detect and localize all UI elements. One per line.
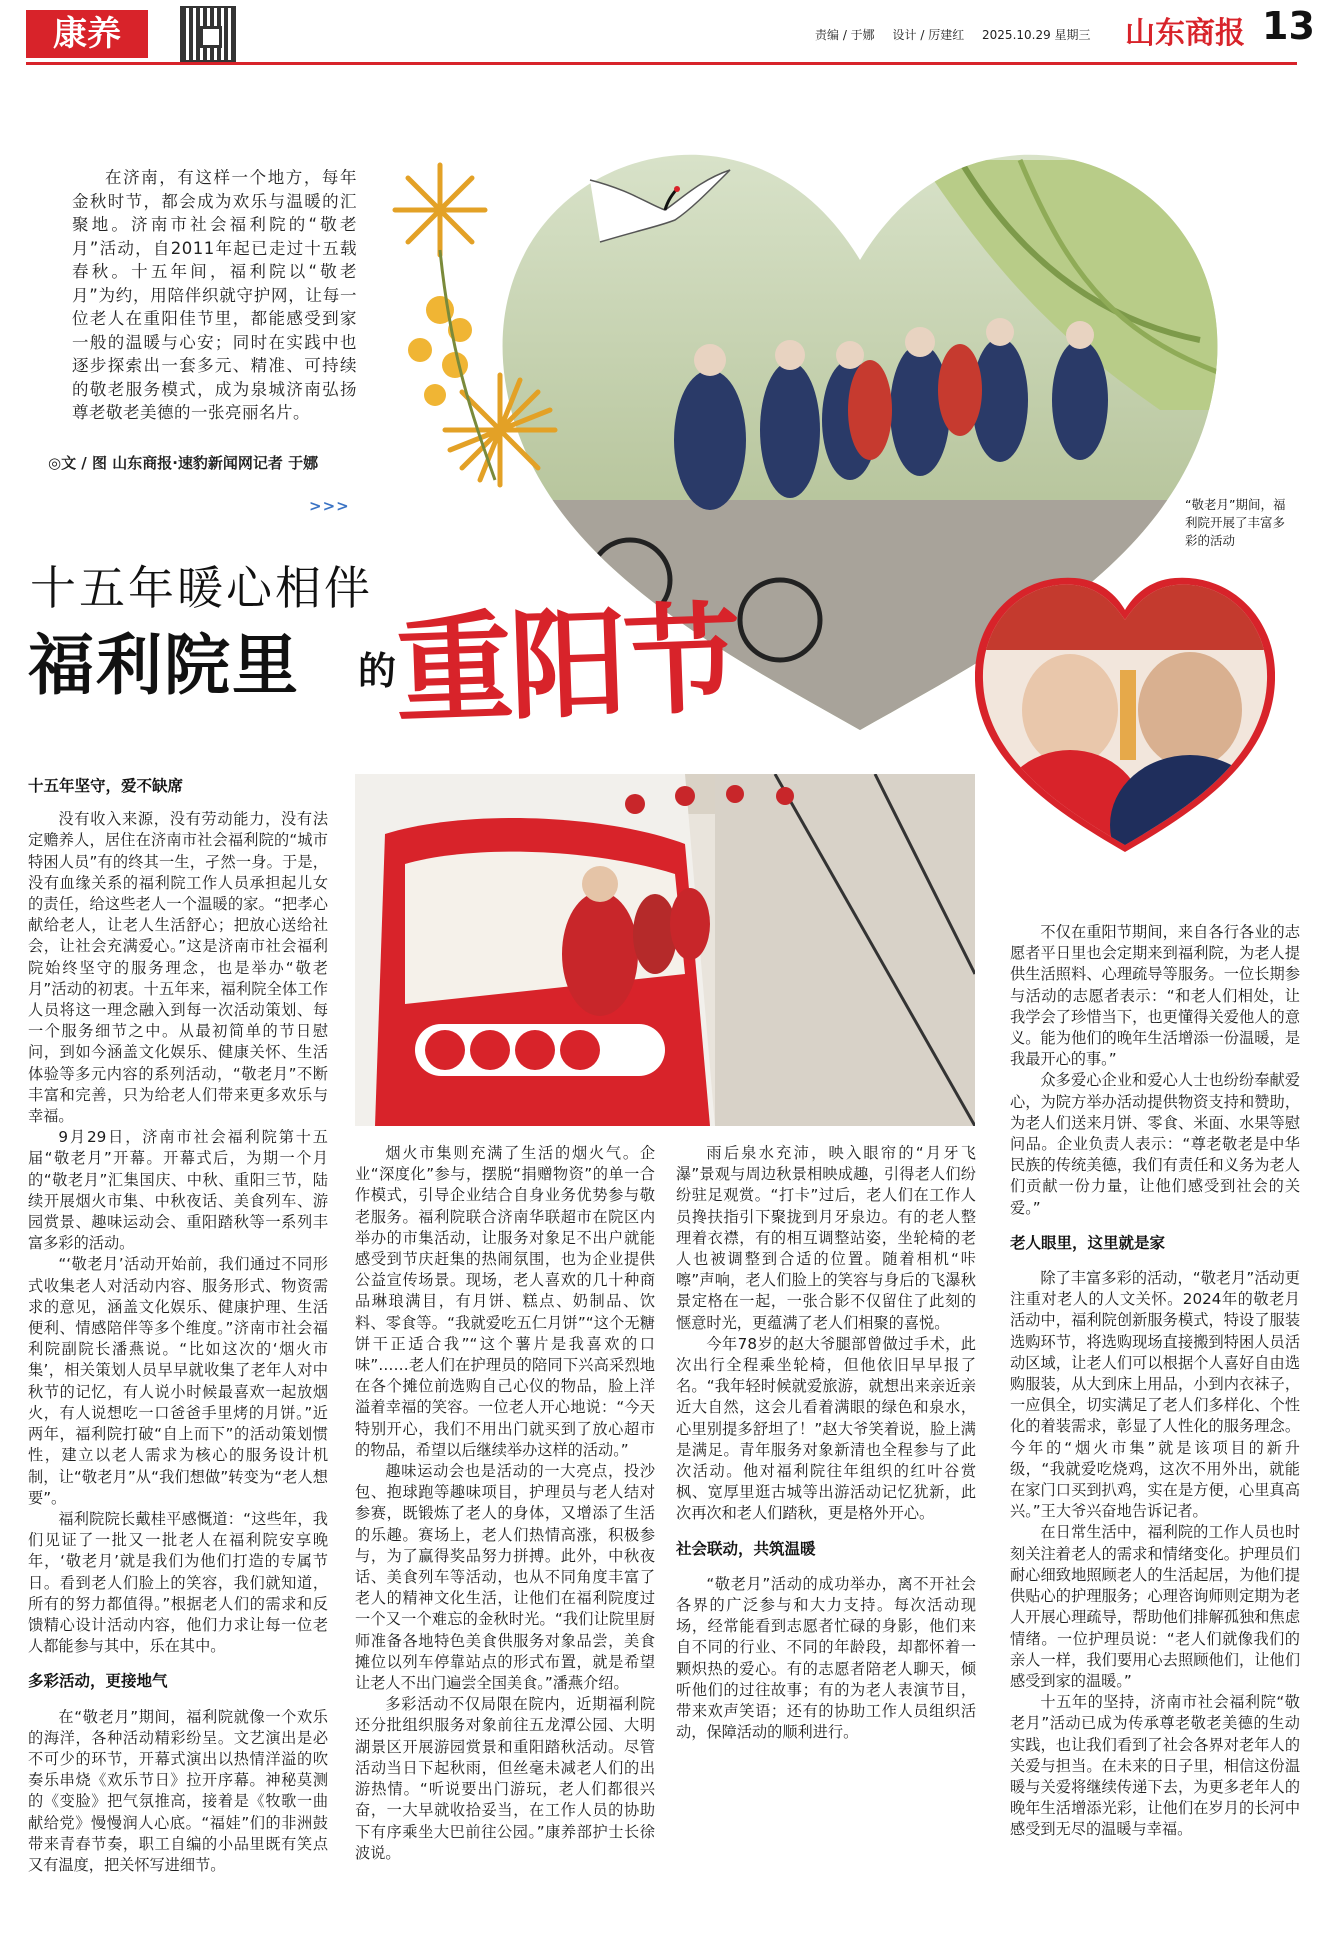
article-column-2 [355,1143,655,1864]
article-paragraph: 多彩活动不仅局限在院内，近期福利院还分批组织服务对象前往五龙潭公园、大明湖景区开展游园赏景和重阳踏秋活动。尽管活动当日下起秋雨，但丝毫未减老人们的出游热情。“听说要出门游玩，老人们都很兴奋，一大早就收拾妥当，在工作人员的协助下有序乘坐大巴前往公园。”康养部护士长徐波说。 [355,1695,655,1862]
article-paragraph: 十五年的坚持，济南市社会福利院“敬老月”活动已成为传承尊老敬老美德的生动实践，也让我们看到了社会各界对老年人的关爱与担当。在未来的日子里，相信这份温暖与关爱将继续传递下去，为更多老年人的晚年生活增添光彩，让他们在岁月的长河中感受到无尽的温暖与幸福。 [1010,1693,1300,1839]
article-paragraph: 福利院院长戴桂平感慨道：“这些年，我们见证了一批又一批老人在福利院安享晚年，‘敬老月’就是我们为他们打造的专属节日。看到老人们脸上的笑容，我们就知道，所有的努力都值得。”根据老人们的需求和反馈精心设计活动内容，他们力求让每一位老人都能参与其中，乐在其中。 [28,1509,328,1656]
photo-food-train [355,774,975,1126]
article-paragraph: 趣味运动会也是活动的一大亮点，投沙包、抱球跑等趣味项目，护理员与老人结对参赛，既锻炼了老人的身体，又增添了生活的乐趣。赛场上，老人们热情高涨，积极参与，为了赢得奖品努力拼搏。此外，中秋夜话、美食列车等活动，也从不同角度丰富了老人的精神文化生活，让他们在福利院度过一个又一个难忘的金秋时光。“我们让院里厨师准备各地特色美食供服务对象品尝，美食摊位以列车停靠站点的形式布置，就是希望让老人不出门遍尝全国美食。”潘燕介绍。 [355,1462,655,1693]
article-paragraph: 没有收入来源，没有劳动能力，没有法定赡养人，居住在济南市社会福利院的“城市特困人员”有的终其一生，孑然一身。于是，没有血缘关系的福利院工作人员承担起儿女的责任，给这些老人一个温暖的家。“把孝心献给老人，让老人生活舒心；把放心送给社会，让社会充满爱心。”这是济南市社会福利院始终坚守的服务理念，也是举办“敬老月”活动的初衷。十五年来，福利院全体工作人员将这一理念融入到每一次活动策划、每一个服务细节之中。从最初简单的节日慰问，到如今涵盖文化娱乐、健康关怀、生活体验等多元内容的系列活动，“敬老月”不断丰富和完善，只为给老人们带来更多欢乐与幸福。 [28,810,328,1126]
issue-date: 2025.10.29 星期三 [982,28,1091,42]
article-paragraph: 在“敬老月”期间，福利院就像一个欢乐的海洋，各种活动精彩纷呈。文艺演出是必不可少的环节，开幕式演出以热情洋溢的吹奏乐串烧《欢乐节日》拉开序幕。神秘莫测的《变脸》把气氛推高，接着是《牧歌一曲献给党》慢慢润人心底。“福娃”们的非洲鼓带来青春节奏，职工自编的小品里既有笑点又有温度，把关怀写进细节。 [28,1707,328,1874]
arrow-decoration: >>> [309,497,350,515]
header-divider [26,62,1297,65]
section-tab: 康养 [26,10,148,58]
newspaper-brand: 山东商报 [1125,16,1245,51]
headline-line-2: 福利院里 [28,626,300,704]
section-heading: 多彩活动，更接地气 [28,1672,168,1691]
article-column-4 [1010,922,1300,1841]
article-column-3 [676,1143,976,1743]
article-column-1 [28,776,328,1876]
photo-caption: “敬老月”期间，福利院开展了丰富多彩的活动 [1185,497,1286,548]
article-paragraph: 雨后泉水充沛，映入眼帘的“月牙飞瀑”景观与周边秋景相映成趣，引得老人们纷纷驻足观赏。“打卡”过后，老人们在工作人员搀扶指引下聚拢到月牙泉边。有的老人整理着衣襟，有的相互调整站姿，坐轮椅的老人也被调整到合适的位置。随着相机“咔嚓”声响，老人们脸上的笑容与身后的飞瀑秋景定格在一起，一张合影不仅留住了此刻的惬意时光，更蕴满了老人们相聚的喜悦。 [676,1144,976,1332]
crane-icon [580,160,740,250]
article-paragraph: 除了丰富多彩的活动，“敬老月”活动更注重对老人的人文关怀。2024年的敬老月活动中，福利院创新服务模式，特设了服装选购环节，将选购现场直接搬到特困人员活动区域，让老人们可以根据个人喜好自由选购服装，从大到床上用品，小到内衣袜子，一应俱全，切实满足了老人们多样化、个性化的着装需求，彰显了人性化的服务理念。今年的“烟火市集”就是该项目的新升级，“我就爱吃烧鸡，这次不用外出，就能在家门口买到扒鸡，实在是方便，心里真高兴。”王大爷兴奋地告诉记者。 [1010,1269,1300,1521]
headline-line-1: 十五年暖心相伴 [30,561,373,615]
article-paragraph: 今年78岁的赵大爷腿部曾做过手术，此次出行全程乘坐轮椅，但他依旧早早报了名。“我年轻时候就爱旅游，就想出来亲近亲近大自然，这会儿看着满眼的绿色和泉水，心里别提多舒坦了！”赵大爷笑着说，脸上满是满足。青年服务对象新清也全程参与了此次活动。他对福利院往年组织的红叶谷赏枫、宽厚里逛古城等出游活动记忆犹新，此次再次和老人们踏秋，更是格外开心。 [676,1334,976,1523]
page-number: 13 [1262,4,1315,48]
designer-credit: 设计 / 厉建红 [892,28,965,42]
chrysanthemum-icon [380,150,580,570]
heart-photo-elders [975,560,1275,860]
article-paragraph: “敬老月”活动的成功举办，离不开社会各界的广泛参与和大力支持。每次活动现场，经常能看到志愿者忙碌的身影，他们来自不同的行业、不同的年龄段，却都怀着一颗炽热的爱心。有的志愿者陪老人聊天，倾听他们的过往故事；有的为老人表演节目，带来欢声笑语；还有的协助工作人员组织活动，保障活动的顺利进行。 [676,1574,976,1742]
article-paragraph: 在日常生活中，福利院的工作人员也时刻关注着老人的需求和情绪变化。护理员们耐心细致地照顾老人的生活起居，为他们提供贴心的护理服务；心理咨询师则定期为老人开展心理疏导，帮助他们排解孤独和焦虑情绪。一位护理员说：“老人们就像我们的亲人一样，我们要用心去照顾他们，让他们感受到家的温暖。” [1010,1523,1300,1690]
article-paragraph: 不仅在重阳节期间，来自各行各业的志愿者平日里也会定期来到福利院，为老人提供生活照料、心理疏导等服务。一位长期参与活动的志愿者表示：“和老人们相处，让我学会了珍惜当下，也更懂得关爱他人的意义。能为他们的晚年生活增添一份温暖，是我最开心的事。” [1010,923,1300,1069]
section-heading: 老人眼里，这里就是家 [1010,1233,1166,1252]
article-paragraph: 烟火市集则充满了生活的烟火气。企业“深度化”参与，摆脱“捐赠物资”的单一合作模式，引导企业结合自身业务优势参与敬老服务。福利院联合济南华联超市在院区内举办的市集活动，让服务对象足不出户就能感受到节庆赶集的热闹氛围，也为企业提供公益宣传场景。现场，老人喜欢的几十种商品琳琅满目，有月饼、糕点、奶制品、饮料、零食等。“我就爱吃五仁月饼”“这个无糖饼干正适合我”“这个薯片是我喜欢的口味”……老人们在护理员的陪同下兴高采烈地在各个摊位前选购自己心仪的物品，脸上洋溢着幸福的笑容。一位老人开心地说：“今天特别开心，我们不用出门就买到了放心超市的物品，希望以后继续举办这样的活动。” [355,1144,655,1459]
qr-code-icon[interactable] [180,6,236,62]
headline-particle: 的 [358,648,397,693]
intro-paragraph: 在济南，有这样一个地方，每年金秋时节，都会成为欢乐与温暖的汇聚地。济南市社会福利院的“敬老月”活动，自2011年起已走过十五载春秋。十五年间，福利院以“敬老月”为约，用陪伴织就守护网，让每一位老人在重阳佳节里，都能感受到家一般的温暖与心安；同时在实践中也逐步探索出一套多元、精准、可持续的敬老服务模式，成为泉城济南弘扬尊老敬老美德的一张亮丽名片。 [72,168,357,422]
editor-credit: 责编 / 于娜 [815,28,875,42]
headline-emphasis: 重阳节 [393,589,740,740]
header-meta [815,26,1105,43]
section-heading: 社会联动，共筑温暖 [676,1539,816,1558]
article-paragraph: 9月29日，济南市社会福利院第十五届“敬老月”开幕。开幕式后，为期一个月的“敬老月”汇集国庆、中秋、重阳三节，陆续开展烟火市集、中秋夜话、美食列车、游园赏景、趣味运动会、重阳踏秋等一系列丰富多彩的活动。 [28,1128,328,1253]
article-paragraph: 众多爱心企业和爱心人士也纷纷奉献爱心，为院方举办活动提供物资支持和赞助，为老人们送来月饼、零食、米面、水果等慰问品。企业负责人表示：“尊老敬老是中华民族的传统美德，我们有责任和义务为老人们贡献一份力量，让他们感受到社会的关爱。” [1010,1071,1300,1217]
byline: ◎文 / 图 山东商报·速豹新闻网记者 于娜 [48,454,319,472]
article-paragraph: “‘敬老月’活动开始前，我们通过不同形式收集老人对活动内容、服务形式、物资需求的意见，涵盖文化娱乐、健康护理、生活便利、情感陪伴等多个维度。”济南市社会福利院副院长潘燕说。“比如这次的‘烟火市集’，相关策划人员早早就收集了老年人对中秋节的记忆，有人说小时候最喜欢一起放烟火，有人说想吃一口爸爸手里烤的月饼。”近两年，福利院打破“自上而下”的活动策划惯性，建立以老人需求为核心的服务设计机制，让“敬老月”从“我们想做”转变为“老人想要”。 [28,1255,328,1507]
section-heading: 十五年坚守，爱不缺席 [28,777,184,795]
